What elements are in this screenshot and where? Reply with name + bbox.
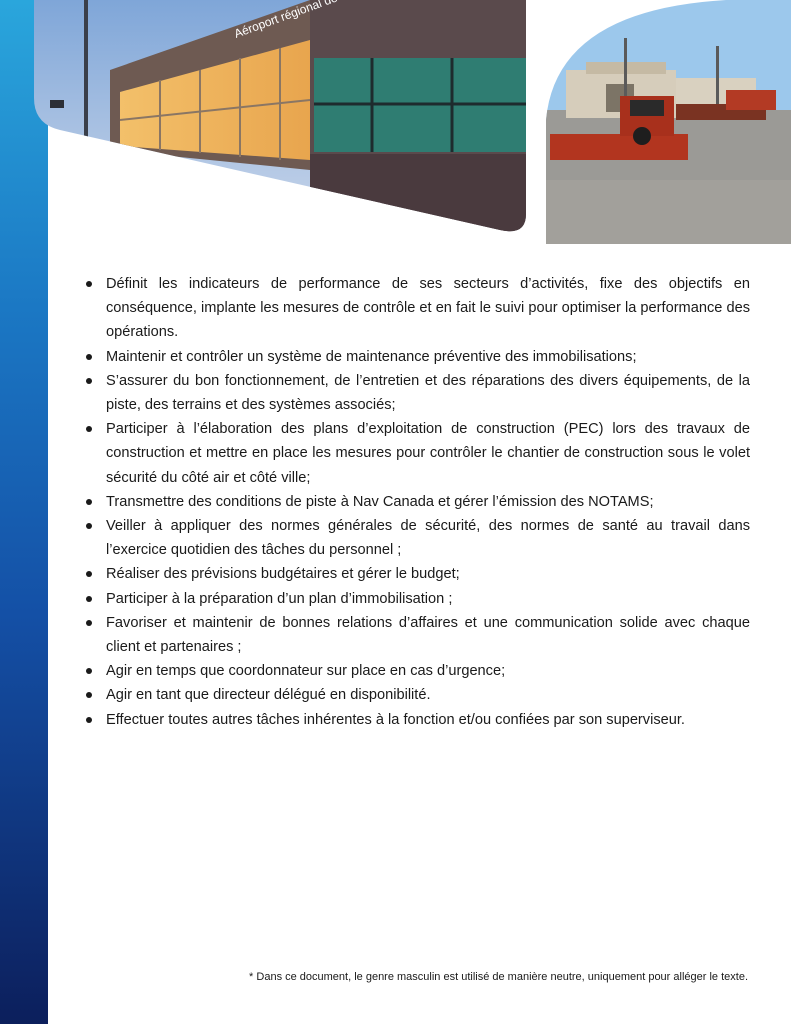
- duty-item: [82, 659, 750, 683]
- duty-item: [82, 514, 750, 562]
- duty-text: Agir en tant que directeur délégué en disponibilité.: [106, 687, 431, 704]
- terminal-sign-text: Aéroport régional: [232, 0, 324, 41]
- bullet-icon: [86, 354, 92, 360]
- duty-text: Réaliser des prévisions budgétaires et gérer le budget;: [106, 566, 460, 583]
- duty-text: Participer à la préparation d’un plan d’immobilisation ;: [106, 590, 453, 607]
- duty-item: [82, 369, 750, 417]
- bullet-icon: [86, 717, 92, 723]
- snowplow-photo: [546, 0, 791, 244]
- duty-text: Transmettre des conditions de piste à Nav Canada et gérer l’émission des NOTAMS;: [106, 493, 654, 510]
- duty-item: [82, 417, 750, 490]
- duty-text: Définit les indicateurs de performance de ses secteurs d’activités, fixe des objectifs en conséquence, implante les mesures de contrôle et en fait le suivi pour optimiser la performance des opérations.: [106, 276, 750, 341]
- duty-item: [82, 708, 750, 732]
- duty-text: Effectuer toutes autres tâches inhérentes à la fonction et/ou confiées par son superviseur.: [106, 711, 685, 728]
- bullet-icon: [86, 620, 92, 626]
- duty-item: [82, 683, 750, 707]
- duty-text: S’assurer du bon fonctionnement, de l’entretien et des réparations des divers équipements, de la piste, des terrains et des systèmes associés;: [106, 372, 750, 414]
- duty-item: [82, 562, 750, 586]
- duty-item: [82, 587, 750, 611]
- duty-text: Favoriser et maintenir de bonnes relations d’affaires et une communication solide avec chaque client et partenaires ;: [106, 614, 750, 656]
- duty-text: Agir en temps que coordonnateur sur place en cas d’urgence;: [106, 663, 506, 680]
- duty-text: Veiller à appliquer des normes générales de sécurité, des normes de santé au travail dans l’exercice quotidien des tâches du personnel ;: [106, 518, 750, 559]
- duty-item: [82, 345, 750, 369]
- bullet-icon: [86, 523, 92, 529]
- duty-text: Participer à l’élaboration des plans d’exploitation de construction (PEC) lors des travaux de construction et mettre en place les mesures pour contrôler le chantier de construction sous le volet sécurité du côté air et côté ville;: [106, 421, 750, 486]
- duty-item: [82, 490, 750, 514]
- terminal-building-photo: [0, 0, 526, 232]
- bullet-icon: [86, 596, 92, 602]
- duty-item: [82, 272, 750, 345]
- duty-text: Maintenir et contrôler un système de maintenance préventive des immobilisations;: [106, 348, 637, 365]
- bullet-icon: [86, 378, 92, 384]
- footnote: * Dans ce document, le genre masculin est utilisé de manière neutre, uniquement pour alléger le texte.: [249, 971, 748, 983]
- bullet-icon: [86, 426, 92, 432]
- duty-item: [82, 611, 750, 659]
- bullet-icon: [86, 692, 92, 698]
- bullet-icon: [86, 571, 92, 577]
- bullet-icon: [86, 499, 92, 505]
- bullet-icon: [86, 281, 92, 287]
- duties-list: [82, 272, 750, 732]
- bullet-icon: [86, 668, 92, 674]
